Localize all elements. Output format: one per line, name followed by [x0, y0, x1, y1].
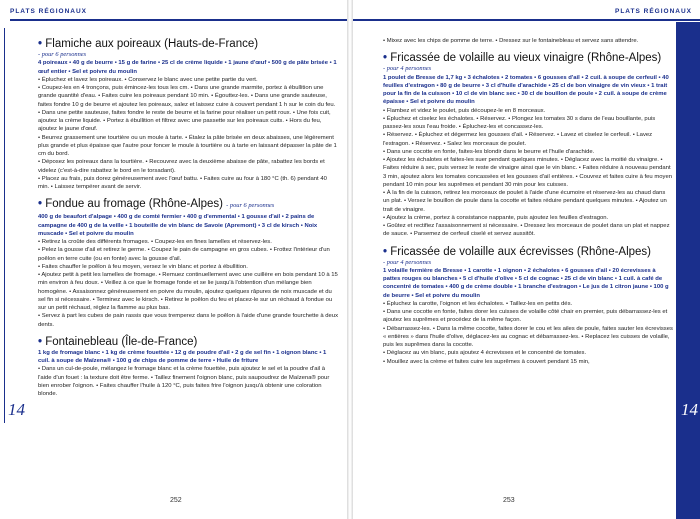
recipe-title-text: Fondue au fromage (Rhône-Alpes) — [45, 198, 223, 211]
instruction-paragraph: • Dans un cul-de-poule, mélangez le fromage blanc et la crème fouettée, puis ajoutez le sel et la poudre d'ail à l'aide d'un fouet : la texture doit être ferme. • Taillez finement l'oignon blanc, puis saupoudrez de Maïzena® pour bien enrober l'oignon. • Faites chauffer l'huile à 120 °C, puis faites frire l'oignon jusqu'à obtenir une coloration blonde. — [38, 366, 330, 397]
bullet-icon: • — [38, 335, 46, 348]
recipe-title-text: Fricassée de volaille au vieux vinaigre (Rhône-Alpes) — [390, 52, 662, 65]
recipe-title — [38, 198, 338, 212]
instruction-paragraph: • Pelez la gousse d'ail et retirez le germe. • Coupez le pain de campagne en gros cubes. • Frottez l'intérieur d'un poêlon en terre cuite (ou en fonte) avec la gousse d'ail. — [38, 247, 330, 262]
header-rule — [10, 19, 347, 21]
recipe — [38, 336, 338, 399]
servings: - pour 4 personnes — [383, 65, 432, 73]
right-column — [383, 37, 673, 373]
servings: - pour 6 personnes — [226, 202, 275, 210]
bullet-icon: • — [38, 198, 46, 211]
instructions — [38, 238, 338, 329]
chapter-number: 14 — [8, 400, 25, 419]
recipe-title-text: Flamiche aux poireaux (Hauts-de-France) — [45, 38, 259, 50]
instruction-paragraph: • Dans une petite sauteuse, faites fondre le reste de beurre et la farine pour réaliser un petit roux. • Une fois cuit, ajoutez la crème liquide. • Portez à ébullition et filtrez avec une passette sur les poireaux cuits. • Hors du feu, ajoutez le jaune d'œuf. — [38, 109, 331, 133]
bullet-icon: • — [38, 38, 46, 50]
instruction-paragraph: • Servez à part les cubes de pain rassis que vous tremperez dans le poêlon à l'aide d'une grande fourchette à deux dents. — [38, 313, 339, 328]
recipe — [383, 246, 673, 366]
recipe — [38, 38, 338, 191]
instruction-paragraph: • Épluchez la carotte, l'oignon et les échalotes. • Taillez-les en petits dés. — [383, 300, 573, 307]
recipe-title — [38, 38, 338, 50]
instruction-paragraph: • Déglacez au vin blanc, puis ajoutez 4 écrevisses et le concentré de tomates. — [383, 350, 587, 357]
instruction-paragraph: • Réservez. • Épluchez et dégermez les gousses d'ail. • Réservez. • Lavez et ciselez le cerfeuil. • Lavez l'estragon. • Réservez. • Salez les morceaux de poulet. — [383, 132, 653, 147]
recipe — [383, 37, 673, 45]
instruction-paragraph: • Beurrez grassement une tourtière ou un moule à tarte. • Étalez la pâte brisée en deux abaisses, une légèrement plus grande et plus épaisse que l'autre pour foncer le moule à tourtière ou à tarte en laissant dépasser la pâte de 1 cm du bord. — [38, 134, 337, 157]
instruction-paragraph: • Retirez la croûte des différents fromages. • Coupez-les en fines lamelles et réservez-les. — [38, 239, 272, 245]
chapter-tab — [676, 22, 700, 519]
left-column — [38, 38, 338, 405]
instruction-paragraph: • Mixez avec les chips de pomme de terre. • Dressez sur le fontainebleau et servez sans attendre. — [383, 38, 639, 44]
instructions — [383, 37, 673, 45]
instruction-paragraph: • Placez au frais, puis dorez généreusement avec l'œuf battu. • Faites cuire au four à 180 °C (th. 6) pendant 40 min. • Laissez tempérer avant de servir. — [38, 175, 327, 190]
instruction-paragraph: • À la fin de la cuisson, retirez les morceaux de poulet à l'aide d'une écumoire et réservez-les au chaud dans un plat. • Versez le bouillon de poule dans la cocotte et faites réduire pendant quelques minutes. • Ajoutez un trait de vinaigre. — [383, 190, 667, 213]
instruction-paragraph: • Flambez et videz le poulet, puis découpez-le en 8 morceaux. — [383, 107, 546, 114]
instruction-paragraph: • Coupez-les en 4 tronçons, puis émincez-les tous les cm. • Dans une grande marmite, portez à ébullition une grande quantité d'eau. • Faites cuire les poireaux pendant 10 min. • Égouttez-les. • Dans une grande sauteuse, faites fondre 10 g de beurre et ajoutez les poireaux, salez et laissez cuire à couvert pendant 1 h sur le coin du feu. — [38, 85, 336, 108]
instruction-paragraph: • Ajoutez la crème, portez à consistance nappante, puis ajoutez les feuilles d'estragon. — [383, 214, 609, 221]
recipe-title-text: Fontainebleau (Île-de-France) — [45, 335, 198, 348]
instruction-paragraph: • Dans une cocotte en fonte, faites dorer les cuisses de volaille côté chair en premier, puis débarrassez-les et ajoutez les suprêmes et procédez de la même façon. — [383, 309, 668, 324]
instruction-paragraph: • Épluchez et ciselez les échalotes. • Réservez. • Plongez les tomates 30 s dans de l'eau bouillante, puis passez-les sous l'eau froide. • Épluchez-les et concassez-les. — [383, 115, 656, 130]
recipe-title — [38, 336, 338, 348]
instruction-paragraph: • Déposez les poireaux dans la tourtière. • Recouvrez avec la deuxième abaisse de pâte, rabattez les bords et videlez (c'est-à-dire rabattez le bord en le torsadant). — [38, 159, 325, 174]
instruction-paragraph: • Faites chauffer le poêlon à feu moyen, versez le vin blanc et portez à ébullition. — [38, 263, 248, 270]
recipe-title — [383, 246, 673, 258]
recipe — [38, 198, 338, 329]
bullet-icon: • — [383, 245, 391, 258]
running-header: PLATS RÉGIONAUX — [10, 8, 87, 15]
right-page — [353, 0, 700, 519]
recipe-title-text: Fricassée de volaille aux écrevisses (Rhône-Alpes) — [390, 245, 652, 258]
instruction-paragraph: • Ajoutez les échalotes et faites-les suer pendant quelques minutes. • Déglacez avec la moitié du vinaigre. • Faites réduire à sec, puis versez le reste de vinaigre ainsi que le vin blanc. • Faites réduire à nouveau pendant 3 min, ajoutez alors les tomates concassées et les gousses d'ail entières. • Couvrez et faites cuire à feu moyen pendant 10 min pour les suprêmes et pendant 30 min pour les cuisses. — [383, 157, 673, 188]
ingredients: 1 poulet de Bresse de 1,7 kg • 3 échalotes • 2 tomates • 6 gousses d'ail • 2 cuil. à soupe de cerfeuil • 40 feuilles d'estragon • 80 g de beurre • 3 cl d'huile d'arachide • 25 cl de bon vinaigre de vin vieux • 1 trait pour la fin de la cuisson • 10 cl de vin blanc sec • 30 cl de bouillon de poule • 2 cuil. à soupe de crème épaisse • Sel et poivre du moulin — [383, 74, 669, 106]
instruction-paragraph: • Épluchez et lavez les poireaux. • Conservez le blanc avec une petite partie du vert. — [38, 76, 258, 83]
instruction-paragraph: • Débarrassez-les. • Dans la même cocotte, faites dorer le cou et les ailes de poule, faites sauter les écrevisses « entières » dans l'huile d'olive, déglacez-les au cognac et débarrassez-les. • Replacez les cuisses de volaille, puis les suprêmes dans la cocotte. — [383, 325, 673, 348]
ingredients: 4 poireaux • 40 g de beurre • 15 g de farine • 25 cl de crème liquide • 1 jaune d'œuf • 500 g de pâte brisée • 1 œuf entier • Sel et poivre du moulin — [38, 60, 337, 75]
servings: - pour 6 personnes — [38, 51, 87, 58]
instruction-paragraph: • Mouillez avec la crème et faites cuire les suprêmes à couvert pendant 15 min, — [383, 358, 590, 365]
instruction-paragraph: • Ajoutez petit à petit les lamelles de fromage. • Remuez continuellement avec une cuillère en bois pendant 10 à 15 min environ à feu doux. • Veillez à ce que le fromage fonde et se lie jusqu'à l'obtention d'un mélange bien homogène. • Assaisonnez généreusement en poivre du moulin, ajoutez quelques râpures de noix muscade et du sel fin si nécessaire. • Terminez avec le kirsch. • Retirez le poêlon du feu et placez-le sur un réchaud à fondue ou sur un petit réchaud, réglez la flamme au plus bas. — [38, 272, 338, 311]
ingredients: 400 g de beaufort d'alpage • 400 g de comté fermier • 400 g d'emmental • 1 gousse d'ail • 2 pains de campagne de 400 g de la veille • 1 bouteille de vin blanc de Savoie (Apremont) • 3 cl de kirsch • Noix muscade • Sel et poivre du moulin — [38, 214, 318, 237]
chapter-number: 14 — [681, 400, 698, 419]
instruction-paragraph: • Goûtez et rectifiez l'assaisonnement si nécessaire. • Dressez les morceaux de poulet dans un plat et nappez de sauce. • Parsemez de cerfeuil ciselé et servez aussitôt. — [383, 223, 670, 238]
running-header: PLATS RÉGIONAUX — [615, 8, 692, 15]
recipe — [383, 52, 673, 238]
instructions — [38, 76, 338, 192]
instructions — [383, 300, 673, 366]
servings: - pour 4 personnes — [383, 258, 432, 266]
left-page — [0, 0, 347, 519]
instructions — [38, 365, 338, 398]
instructions — [383, 107, 673, 239]
recipe-title — [383, 52, 673, 64]
side-rule — [4, 28, 5, 423]
instruction-paragraph: • Dans une cocotte en fonte, faites-les blondir dans le beurre et l'huile d'arachide. — [383, 148, 595, 155]
page-number: 252 — [170, 497, 182, 504]
ingredients: 1 kg de fromage blanc • 1 kg de crème fouettée • 12 g de poudre d'ail • 2 g de sel fin • 1 oignon blanc • 1 cuil. à soupe de Maïzena® • 100 g de chips de pomme de terre • Huile de friture — [38, 349, 327, 364]
page-number: 253 — [503, 497, 515, 504]
header-rule — [353, 19, 700, 21]
bullet-icon: • — [383, 52, 391, 65]
ingredients: 1 volaille fermière de Bresse • 1 carotte • 1 oignon • 2 échalotes • 6 gousses d'ail • 20 écrevisses à pattes rouges ou blanches • 5 cl d'huile d'olive • 5 cl de cognac • 25 cl de vin blanc • 1 cuil. à café de concentré de tomates • 400 g de crème double • 1 branche d'estragon • Le jus de 1 citron jaune • 100 g de beurre • Sel et poivre du moulin — [383, 267, 669, 299]
